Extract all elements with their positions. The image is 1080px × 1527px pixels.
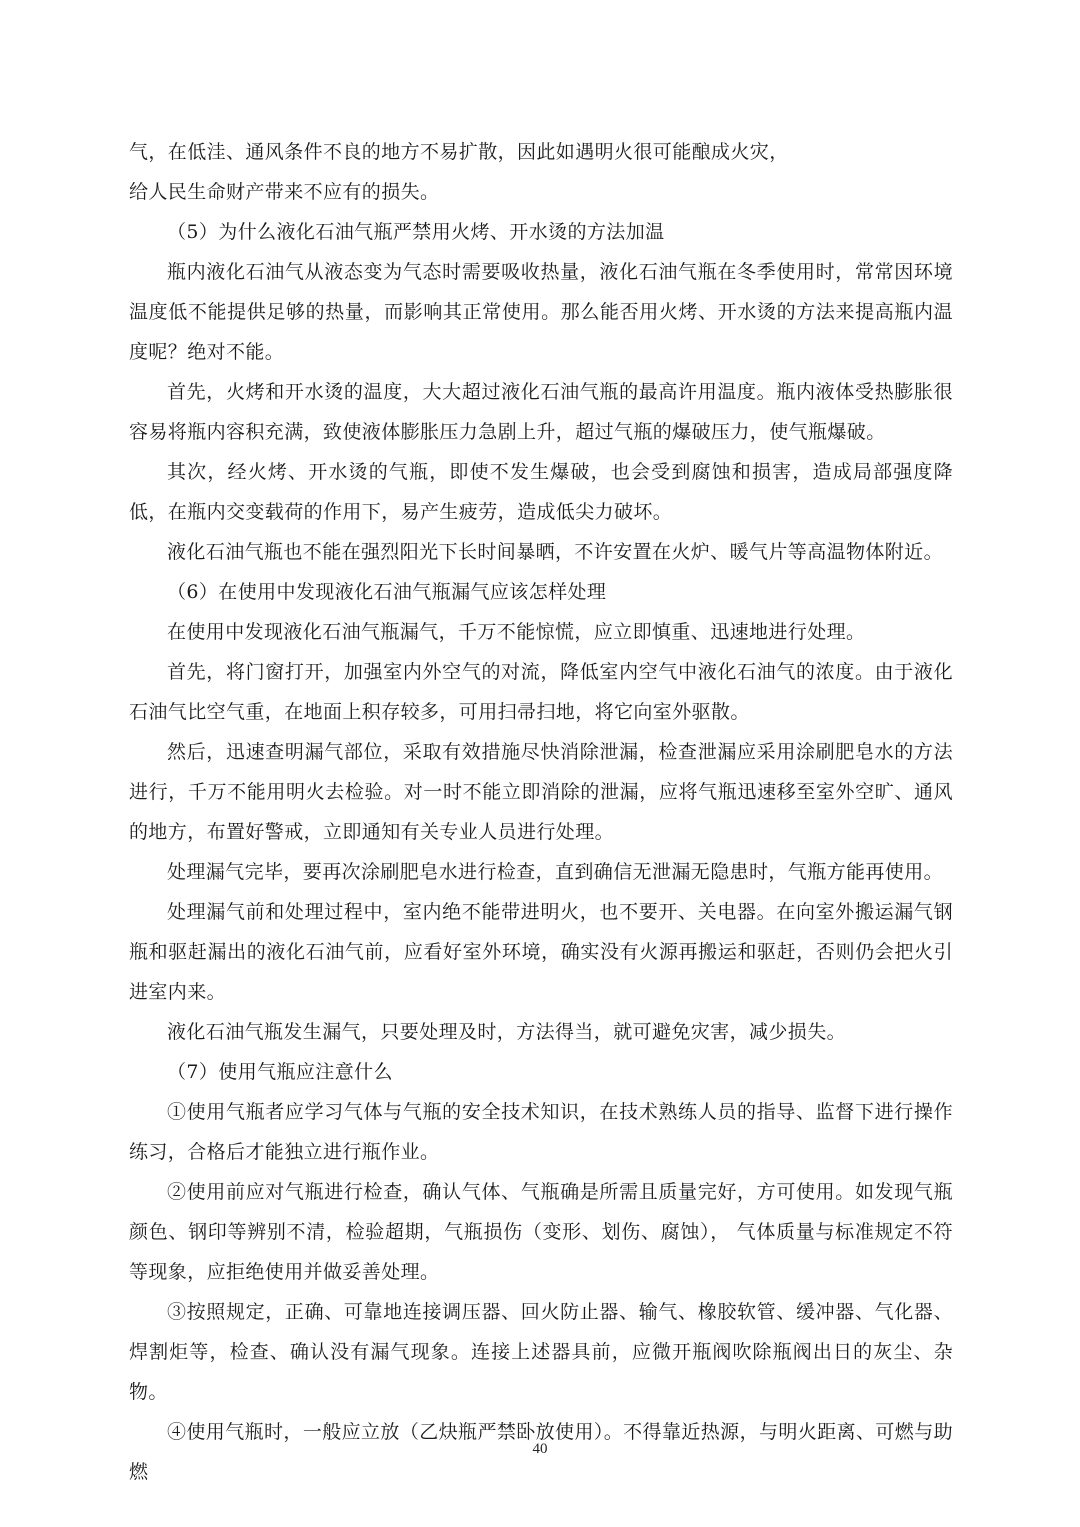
section-heading-5: （5）为什么液化石油气瓶严禁用火烤、开水烫的方法加温 [167,221,665,243]
paragraph: 首先，将门窗打开，加强室内外空气的对流，降低室内空气中液化石油气的浓度。由于液化石油气比空气重，在地面上积存较多，可用扫帚扫地，将它向室外驱散。 [129,661,953,723]
paragraph: 液化石油气瓶也不能在强烈阳光下长时间暴晒，不许安置在火炉、暖气片等高温物体附近。 [167,541,944,563]
paragraph: 处理漏气前和处理过程中，室内绝不能带进明火，也不要开、关电器。在向室外搬运漏气钢瓶和驱赶漏出的液化石油气前，应看好室外环境，确实没有火源再搬运和驱赶，否则仍会把火引进室内来。 [129,901,953,1003]
paragraph: 首先，火烤和开水烫的温度，大大超过液化石油气瓶的最高许用温度。瓶内液体受热膨胀很容易将瓶内容积充满，致使液体膨胀压力急剧上升，超过气瓶的爆破压力，使气瓶爆破。 [129,381,953,443]
section-heading-7: （7）使用气瓶应注意什么 [167,1061,393,1083]
page-number: 40 [532,1441,548,1457]
paragraph: 液化石油气瓶发生漏气，只要处理及时，方法得当，就可避免灾害，减少损失。 [167,1021,847,1043]
list-item-4: ④使用气瓶时，一般应立放（乙炔瓶严禁卧放使用）。不得靠近热源，与明火距离、可燃与助燃 [129,1421,953,1483]
paragraph-continuation-1: 气，在低洼、通风条件不良的地方不易扩散，因此如遇明火很可能酿成火灾， [129,141,789,163]
paragraph: 在使用中发现液化石油气瓶漏气，千万不能惊慌，应立即慎重、迅速地进行处理。 [167,621,866,643]
paragraph: 瓶内液化石油气从液态变为气态时需要吸收热量，液化石油气瓶在冬季使用时，常常因环境温度低不能提供足够的热量，而影响其正常使用。那么能否用火烤、开水烫的方法来提高瓶内温度呢？绝对不能。 [129,261,953,363]
paragraph: 其次，经火烤、开水烫的气瓶，即使不发生爆破，也会受到腐蚀和损害，造成局部强度降低，在瓶内交变载荷的作用下，易产生疲劳，造成低尖力破坏。 [129,461,953,523]
document-body [129,132,953,1492]
paragraph: 处理漏气完毕，要再次涂刷肥皂水进行检查，直到确信无泄漏无隐患时，气瓶方能再使用。 [167,861,944,883]
list-item-1: ①使用气瓶者应学习气体与气瓶的安全技术知识，在技术熟练人员的指导、监督下进行操作练习，合格后才能独立进行瓶作业。 [129,1101,953,1163]
paragraph-continuation-2: 给人民生命财产带来不应有的损失。 [129,181,440,203]
paragraph: 然后，迅速查明漏气部位，采取有效措施尽快消除泄漏，检查泄漏应采用涂刷肥皂水的方法进行，千万不能用明火去检验。对一时不能立即消除的泄漏，应将气瓶迅速移至室外空旷、通风的地方，布置好警戒，立即通知有关专业人员进行处理。 [129,741,953,843]
list-item-3: ③按照规定，正确、可靠地连接调压器、回火防止器、输气、橡胶软管、缓冲器、气化器、焊割炬等，检查、确认没有漏气现象。连接上述器具前，应微开瓶阀吹除瓶阀出日的灰尘、杂物。 [129,1301,953,1403]
list-item-2: ②使用前应对气瓶进行检查，确认气体、气瓶确是所需且质量完好，方可使用。如发现气瓶颜色、钢印等辨别不清，检验超期，气瓶损伤（变形、划伤、腐蚀）， 气体质量与标准规定不符等现象，应拒绝使用并做妥善处理。 [129,1181,953,1283]
section-heading-6: （6）在使用中发现液化石油气瓶漏气应该怎样处理 [167,581,607,603]
